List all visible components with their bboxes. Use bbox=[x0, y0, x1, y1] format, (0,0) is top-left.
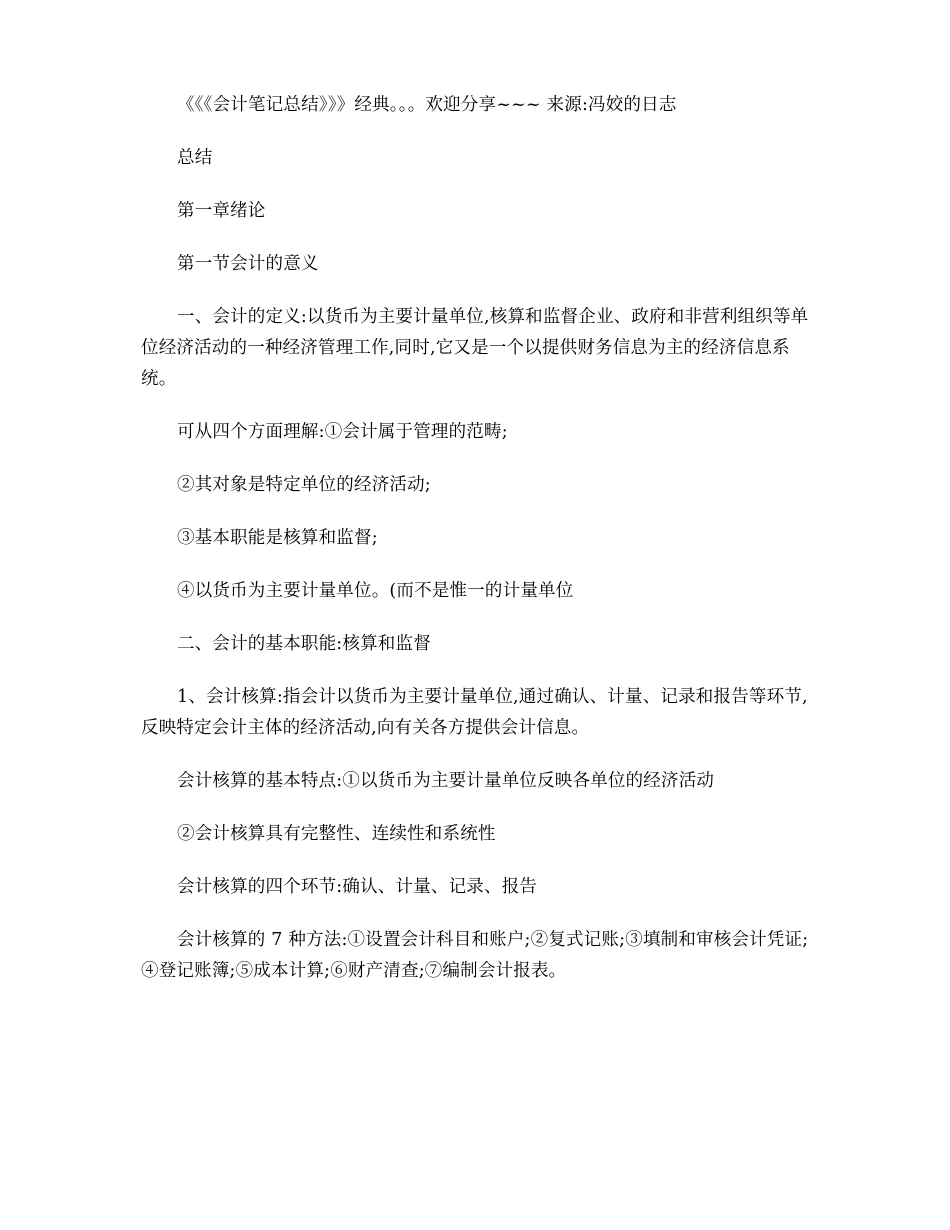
paragraph-features-2: ②会计核算具有完整性、连续性和系统性 bbox=[177, 824, 496, 844]
paragraph-four-steps: 会计核算的四个环节:确认、计量、记录、报告 bbox=[177, 877, 538, 897]
document-title-line: 《《《会计笔记总结》》》经典。。。欢迎分享~~~ 来源:冯姣的日志 bbox=[177, 95, 677, 115]
heading-basic-functions: 二、会计的基本职能:核算和监督 bbox=[177, 634, 431, 654]
section-heading: 第一节会计的意义 bbox=[177, 254, 319, 274]
paragraph-accounting-calculation: 1、会计核算:指会计以货币为主要计量单位,通过确认、计量、记录和报告等环节,反映特定会计主体的经济活动,向有关各方提供会计信息。 bbox=[141, 687, 808, 738]
paragraph-definition: 一、会计的定义:以货币为主要计量单位,核算和监督企业、政府和非营利组织等单位经济活动的一种经济管理工作,同时,它又是一个以提供财务信息为主的经济信息系统。 bbox=[141, 307, 809, 389]
paragraph-aspect-2: ②其对象是特定单位的经济活动; bbox=[177, 475, 431, 495]
paragraph-features-1: 会计核算的基本特点:①以货币为主要计量单位反映各单位的经济活动 bbox=[177, 771, 715, 791]
heading-summary: 总结 bbox=[177, 148, 213, 168]
chapter-heading: 第一章绪论 bbox=[177, 201, 266, 221]
paragraph-seven-methods: 会计核算的 7 种方法:①设置会计科目和账户;②复式记账;③填制和审核会计凭证;④登记账簿;⑤成本计算;⑥财产清查;⑦编制会计报表。 bbox=[141, 930, 809, 981]
paragraph-aspects-intro: 可从四个方面理解:①会计属于管理的范畴; bbox=[177, 422, 508, 442]
paragraph-aspect-3: ③基本职能是核算和监督; bbox=[177, 528, 378, 548]
paragraph-aspect-4: ④以货币为主要计量单位。(而不是惟一的计量单位 bbox=[177, 581, 574, 601]
document-body bbox=[141, 90, 809, 1009]
